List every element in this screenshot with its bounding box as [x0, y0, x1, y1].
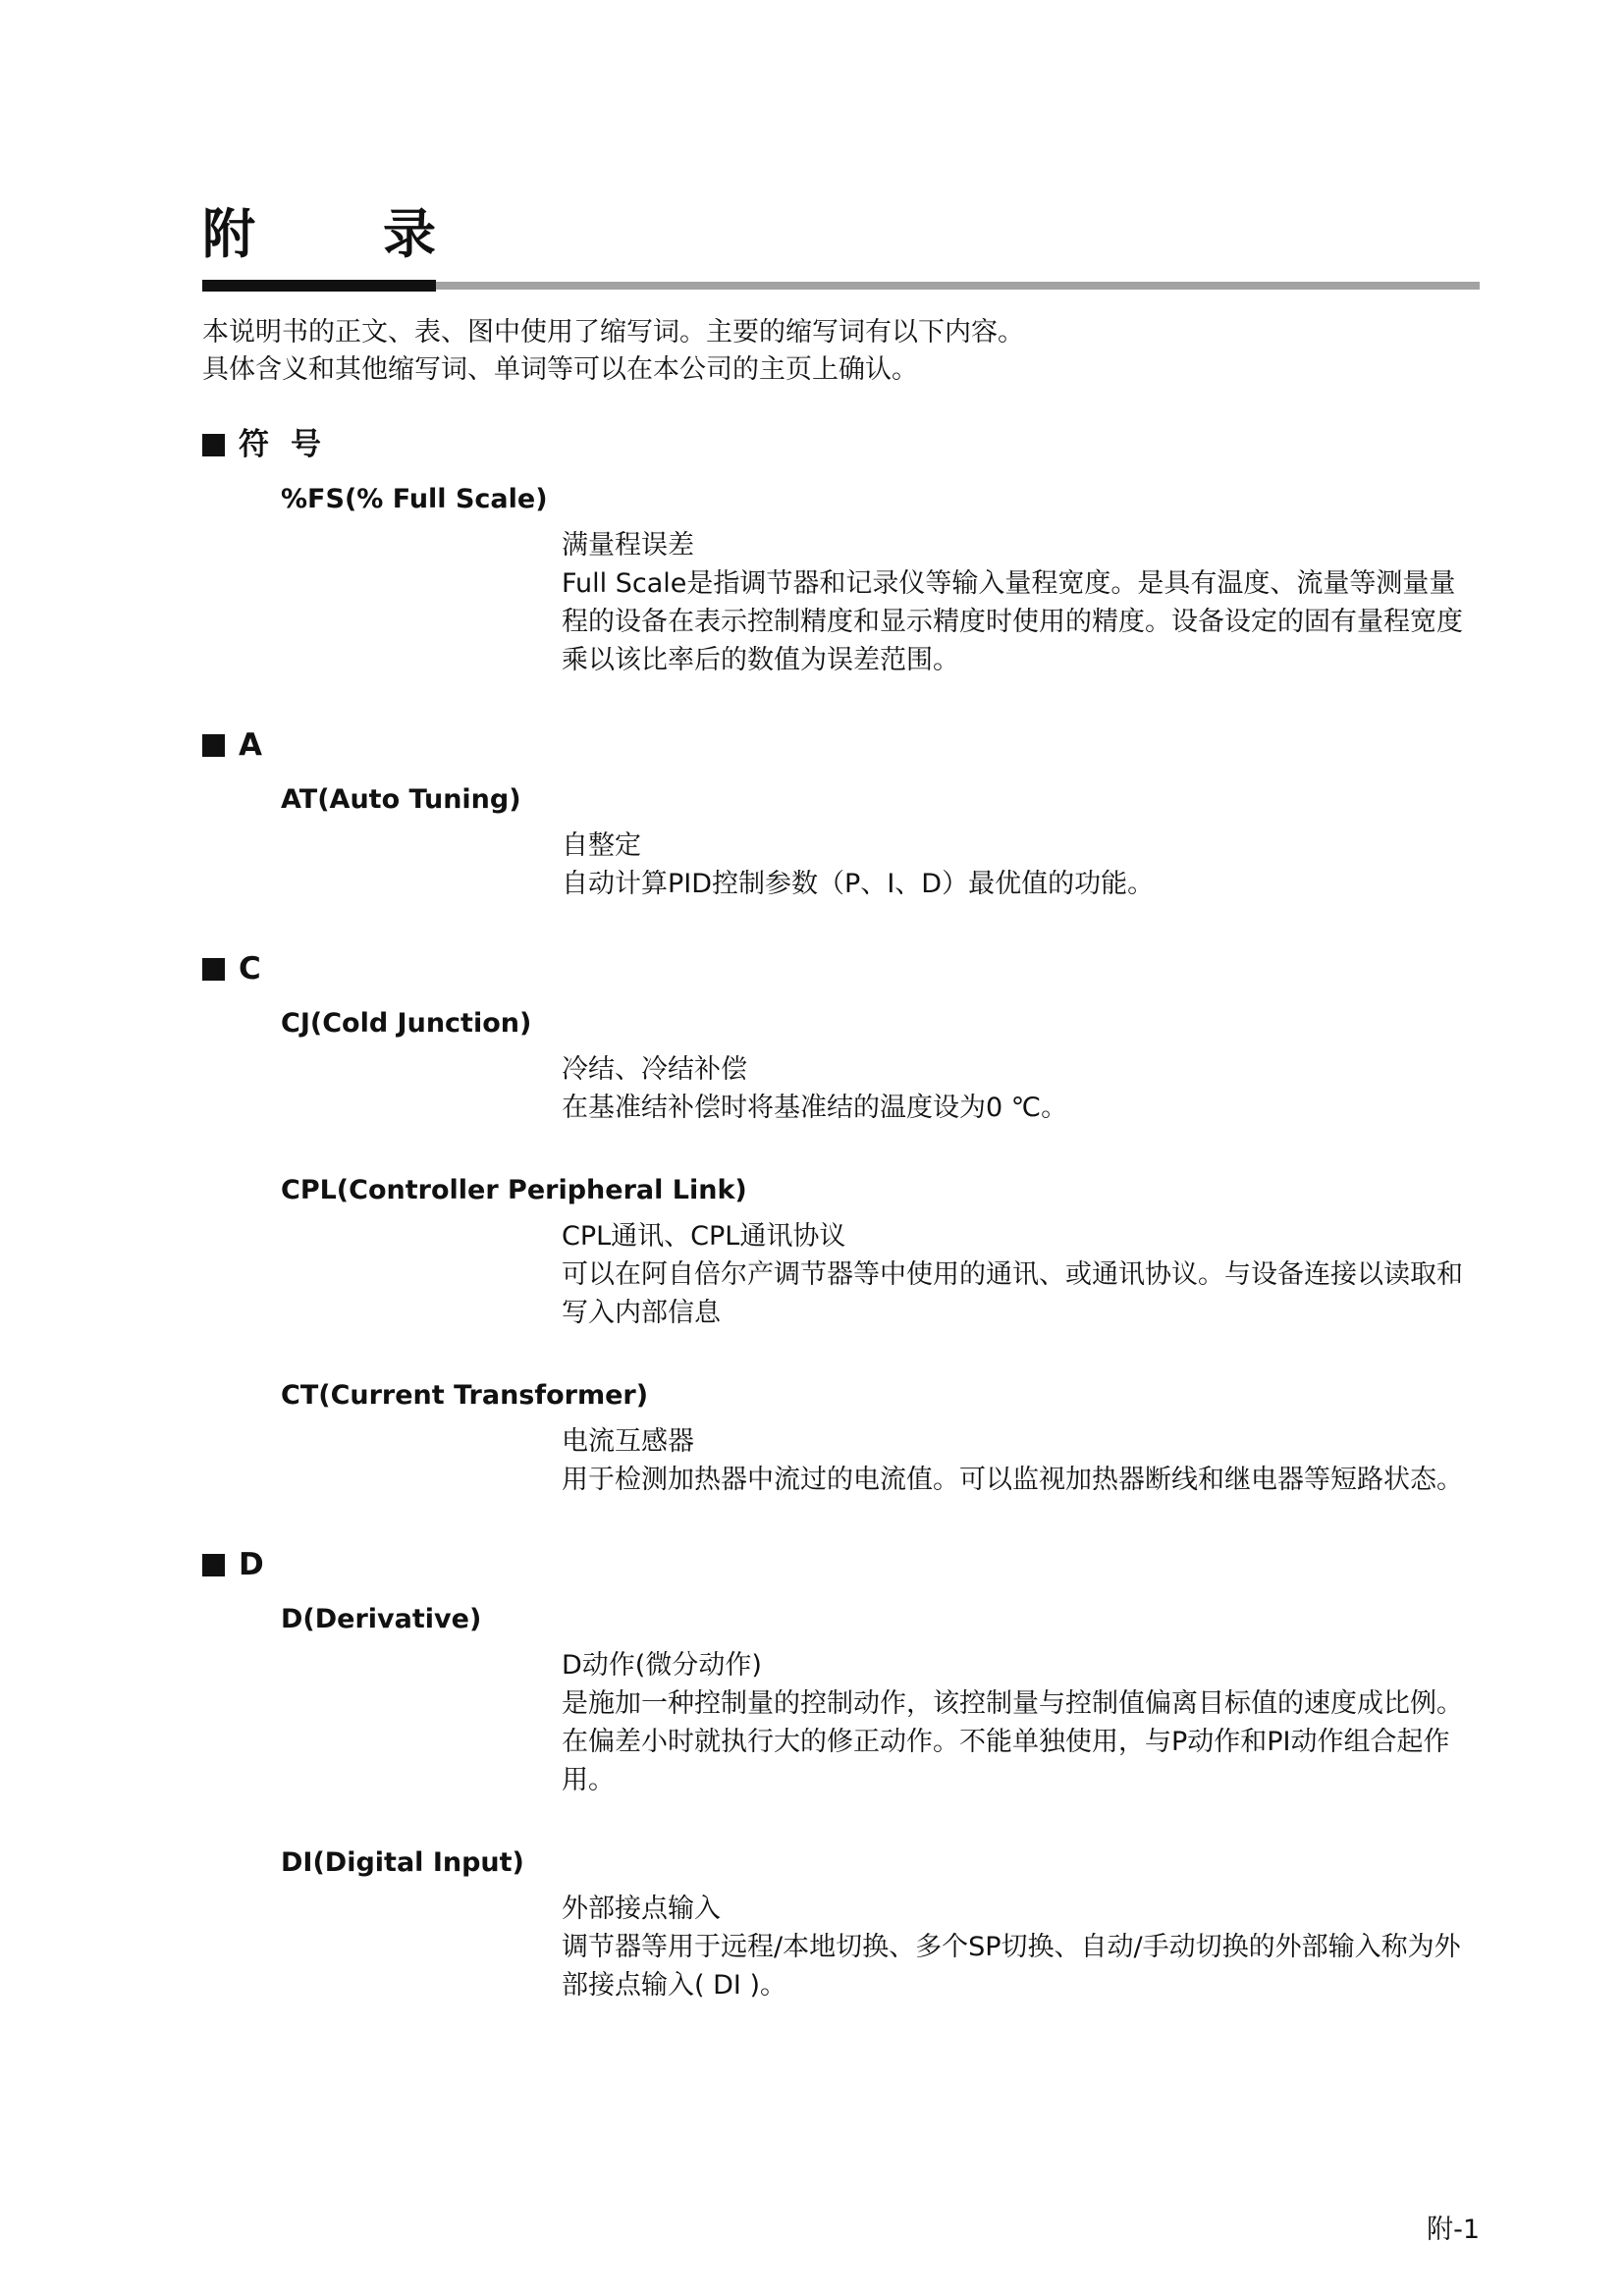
black-square-icon	[202, 734, 225, 757]
black-square-icon	[202, 434, 225, 456]
term-body	[562, 1217, 1480, 1332]
glossary	[202, 424, 1480, 2004]
page-number: 附-1	[1427, 2215, 1480, 2245]
term-meaning: D动作(微分动作)	[562, 1650, 762, 1681]
glossary-term	[202, 783, 1480, 903]
section-c	[202, 948, 1480, 1499]
term-name: AT(Auto Tuning)	[281, 784, 521, 815]
glossary-term	[202, 1174, 1480, 1332]
term-meaning: CPL通讯、CPL通讯协议	[562, 1221, 846, 1252]
term-meaning: 外部接点输入	[562, 1894, 721, 1924]
term-body	[562, 1646, 1480, 1799]
section-heading	[202, 424, 1480, 465]
section-heading	[202, 1544, 1480, 1585]
term-meaning: 电流互感器	[562, 1426, 694, 1457]
term-description: 是施加一种控制量的控制动作，该控制量与控制值偏离目标值的速度成比例。在偏差小时就执行大的修正动作。不能单独使用，与P动作和PI动作组合起作用。	[562, 1688, 1463, 1795]
intro-line: 本说明书的正文、表、图中使用了缩写词。主要的缩写词有以下内容。	[202, 317, 1024, 347]
page-title: 附 录	[202, 203, 473, 265]
term-body	[562, 1890, 1480, 2004]
term-name: %FS(% Full Scale)	[281, 484, 548, 514]
term-body	[562, 1422, 1480, 1499]
term-description: 用于检测加热器中流过的电流值。可以监视加热器断线和继电器等短路状态。	[562, 1465, 1463, 1495]
title-rule	[202, 280, 1480, 292]
section-symbols	[202, 424, 1480, 679]
term-name: DI(Digital Input)	[281, 1847, 524, 1878]
section-heading	[202, 724, 1480, 766]
term-body	[562, 526, 1480, 679]
term-name: D(Derivative)	[281, 1604, 482, 1634]
title-rule-dark	[202, 280, 436, 292]
intro-line: 具体含义和其他缩写词、单词等可以在本公司的主页上确认。	[202, 354, 918, 385]
term-body	[562, 1050, 1480, 1127]
term-description: 调节器等用于远程/本地切换、多个SP切换、自动/手动切换的外部输入称为外部接点输入( DI )。	[562, 1932, 1461, 2001]
term-meaning: 满量程误差	[562, 530, 694, 561]
term-description: 自动计算PID控制参数（P、I、D）最优值的功能。	[562, 869, 1155, 899]
term-body	[562, 827, 1480, 903]
glossary-term	[202, 1007, 1480, 1127]
section-heading-text: D	[239, 1546, 264, 1582]
term-name: CJ(Cold Junction)	[281, 1008, 532, 1039]
glossary-term	[202, 1379, 1480, 1499]
intro-text	[202, 314, 1024, 389]
glossary-term	[202, 1603, 1480, 1799]
section-heading-text: C	[239, 950, 261, 987]
section-heading-text: 符号	[239, 426, 343, 462]
term-meaning: 自整定	[562, 830, 641, 861]
section-heading	[202, 948, 1480, 989]
section-heading-text: A	[239, 726, 262, 763]
section-a	[202, 724, 1480, 903]
title-rule-gray	[436, 282, 1480, 290]
black-square-icon	[202, 1554, 225, 1576]
black-square-icon	[202, 958, 225, 981]
glossary-term	[202, 1846, 1480, 2004]
term-description: 可以在阿自倍尔产调节器等中使用的通讯、或通讯协议。与设备连接以读取和写入内部信息	[562, 1259, 1463, 1328]
term-name: CPL(Controller Peripheral Link)	[281, 1175, 747, 1205]
term-name: CT(Current Transformer)	[281, 1380, 649, 1411]
glossary-term	[202, 483, 1480, 679]
section-d	[202, 1544, 1480, 2004]
term-meaning: 冷结、冷结补偿	[562, 1054, 747, 1085]
term-description: Full Scale是指调节器和记录仪等输入量程宽度。是具有温度、流量等测量量程的设备在表示控制精度和显示精度时使用的精度。设备设定的固有量程宽度乘以该比率后的数值为误差范围。	[562, 568, 1463, 675]
term-description: 在基准结补偿时将基准结的温度设为0 ℃。	[562, 1093, 1068, 1123]
